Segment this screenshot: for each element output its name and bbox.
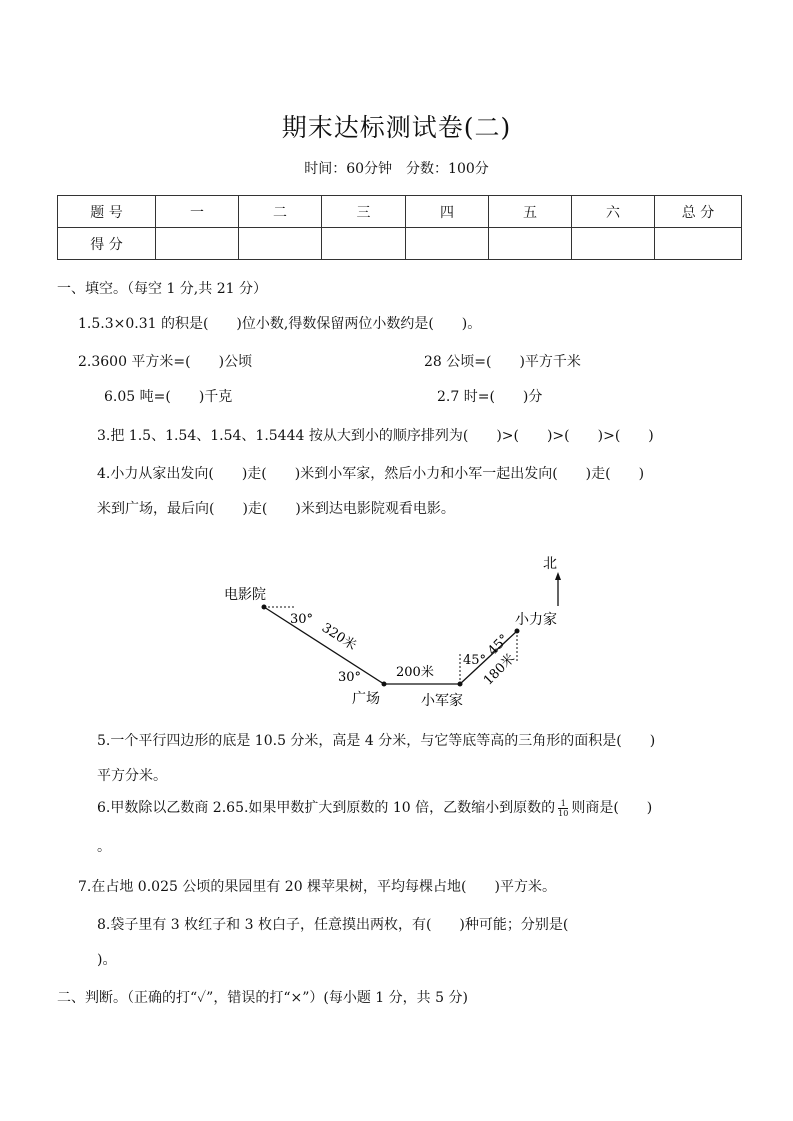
xiaojun-point [458,682,463,687]
question-6-text-end: 则商是( ) [571,800,653,816]
exam-info: 时间：60分钟 分数：100分 [304,161,489,177]
question-6-line2: 。 [97,839,111,855]
question-2c: 6.05 吨=( )千克 [104,389,233,405]
header-cell: 题 号 [58,196,156,228]
header-cell: 二 [239,196,322,228]
score-cell[interactable] [322,228,406,260]
header-cell: 总 分 [655,196,742,228]
question-2b: 28 公顷=( )平方千米 [424,354,581,370]
cinema-label: 电影院 [224,587,266,603]
distance-200-label: 200米 [396,665,434,680]
question-4-line1: 4.小力从家出发向( )走( )米到小军家，然后小力和小军一起出发向( )走( ) [97,466,645,482]
score-table-score-row [58,228,742,260]
question-3: 3.把 1.5、1.54、1.54、1.5444 按从大到小的顺序排列为( )>( )>( )>( ) [97,428,654,444]
angle-square-label: 30° [338,670,362,685]
xiaoli-point [515,629,520,634]
north-arrowhead-icon [555,572,561,580]
north-label: 北 [543,556,557,572]
question-2d: 2.7 时=( )分 [437,389,543,405]
fraction-numerator: 1 [558,799,568,809]
route-diagram [210,548,590,718]
score-cell[interactable] [489,228,572,260]
header-cell: 五 [489,196,572,228]
question-6-line1 [97,797,652,818]
score-cell[interactable] [572,228,655,260]
score-cell[interactable] [239,228,322,260]
xiaojun-home-label: 小军家 [421,693,463,709]
row-label: 得 分 [58,228,156,260]
section2-heading: 二、判断。（正确的打“✓”，错误的打“×”）(每小题 1 分，共 5 分) [57,990,468,1006]
square-point [382,682,387,687]
distance-180-label: 180米 [480,651,519,689]
distance-320-label: 320米 [318,620,359,654]
cinema-point [262,605,267,610]
square-label: 广场 [352,691,380,707]
score-cell[interactable] [406,228,489,260]
question-7: 7.在占地 0.025 公顷的果园里有 20 棵苹果树，平均每棵占地( )平方米。 [78,879,556,895]
angle-xiaojun-label: 45° [463,653,487,668]
question-8-line1: 8.袋子里有 3 枚红子和 3 枚白子，任意摸出两枚，有( )种可能；分别是( [97,917,569,933]
question-5-line1: 5.一个平行四边形的底是 10.5 分米，高是 4 分米，与它等底等高的三角形的面积是( ) [97,733,656,749]
fraction-one-tenth [558,799,568,818]
header-cell: 六 [572,196,655,228]
question-8-line2: )。 [97,952,117,968]
header-cell: 三 [322,196,406,228]
header-cell: 四 [406,196,489,228]
score-cell[interactable] [655,228,742,260]
angle-cinema-label: 30° [290,612,314,627]
question-5-line2: 平方分米。 [97,768,167,784]
xiaoli-home-label: 小力家 [515,612,557,628]
page-title: 期末达标测试卷(二) [281,113,512,142]
section1-heading: 一、填空。（每空 1 分,共 21 分） [57,281,267,297]
route-cinema-square [264,607,384,684]
fraction-denominator: 10 [558,808,569,818]
score-cell[interactable] [156,228,239,260]
header-cell: 一 [156,196,239,228]
score-table-header-row [58,196,742,228]
angle-xiaoli-label: 45° [485,631,513,659]
score-table [57,195,742,260]
question-6-text: 6.甲数除以乙数商 2.65.如果甲数扩大到原数的 10 倍，乙数缩小到原数的 [97,800,556,816]
question-4-line2: 米到广场，最后向( )走( )米到达电影院观看电影。 [97,501,455,517]
question-1: 1.5.3×0.31 的积是( )位小数,得数保留两位小数约是( )。 [78,316,482,332]
question-2a: 2.3600 平方米=( )公顷 [78,354,253,370]
